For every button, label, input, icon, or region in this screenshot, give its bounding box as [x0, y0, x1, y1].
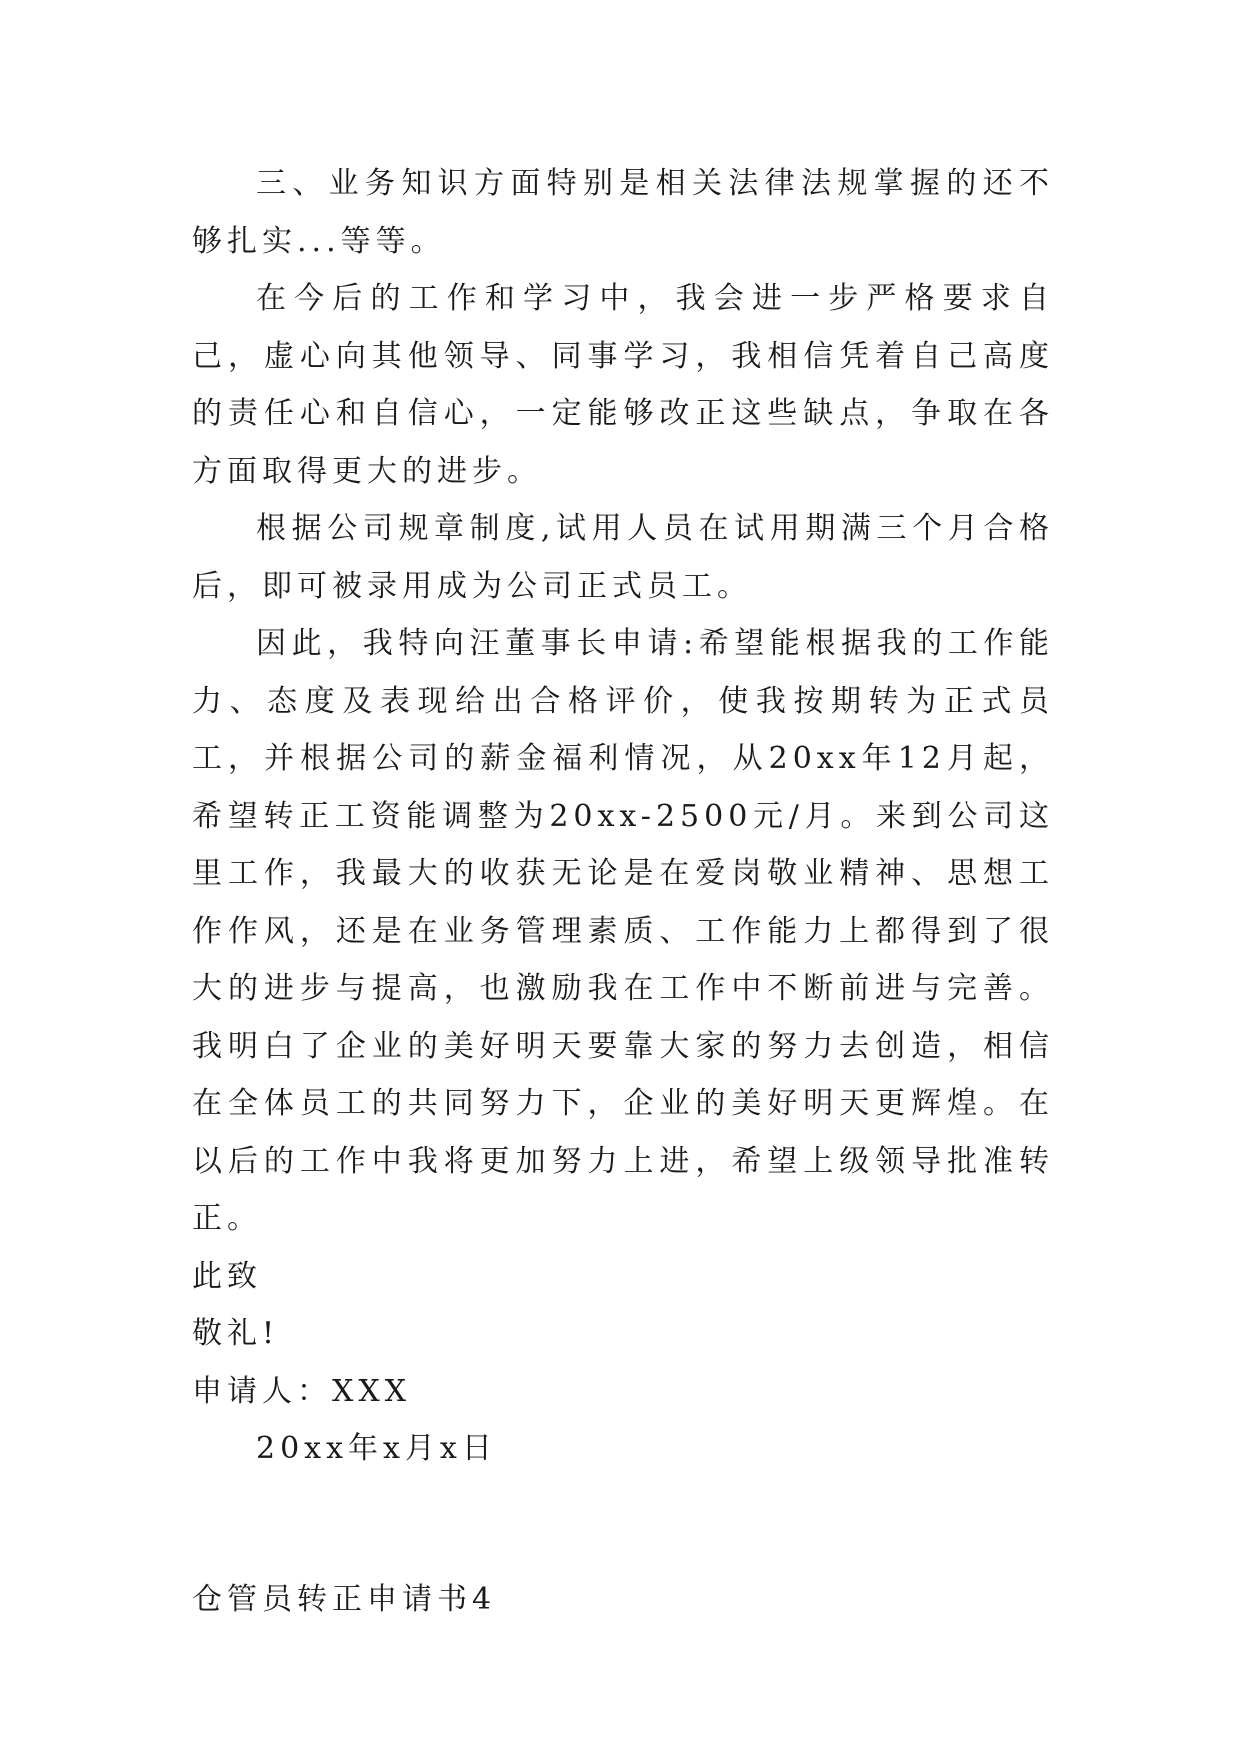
- paragraph-application-request: 因此，我特向汪董事长申请:希望能根据我的工作能力、态度及表现给出合格评价，使我按期转为正式员工，并根据公司的薪金福利情况，从20xx年12月起，希望转正工资能调整为20xx-2500元/月。来到公司这里工作，我最大的收获无论是在爱岗敬业精神、思想工作作风，还是在业务管理素质、工作能力上都得到了很大的进步与提高，也激励我在工作中不断前进与完善。我明白了企业的美好明天要靠大家的努力去创造，相信在全体员工的共同努力下，企业的美好明天更辉煌。在以后的工作中我将更加努力上进，希望上级领导批准转正。: [192, 626, 1054, 1236]
- next-document-heading: 仓管员转正申请书4: [192, 1582, 497, 1617]
- blank-line: [192, 1478, 1054, 1536]
- document-page: [192, 155, 1054, 1629]
- applicant-name: 申请人：XXX: [192, 1373, 412, 1409]
- application-date: 20xx年x月x日: [256, 1431, 497, 1466]
- closing-text: 此致: [192, 1258, 262, 1294]
- paragraph-company-rules: 根据公司规章制度,试用人员在试用期满三个月合格后，即可被录用成为公司正式员工。: [192, 511, 1054, 604]
- salutation-text: 敬礼!: [192, 1316, 280, 1351]
- paragraph-business-knowledge: 三、业务知识方面特别是相关法律法规掌握的还不够扎实...等等。: [192, 166, 1054, 259]
- paragraph-future-work: 在今后的工作和学习中，我会进一步严格要求自己，虚心向其他领导、同事学习，我相信凭着自己高度的责任心和自信心，一定能够改正这些缺点，争取在各方面取得更大的进步。: [192, 281, 1054, 489]
